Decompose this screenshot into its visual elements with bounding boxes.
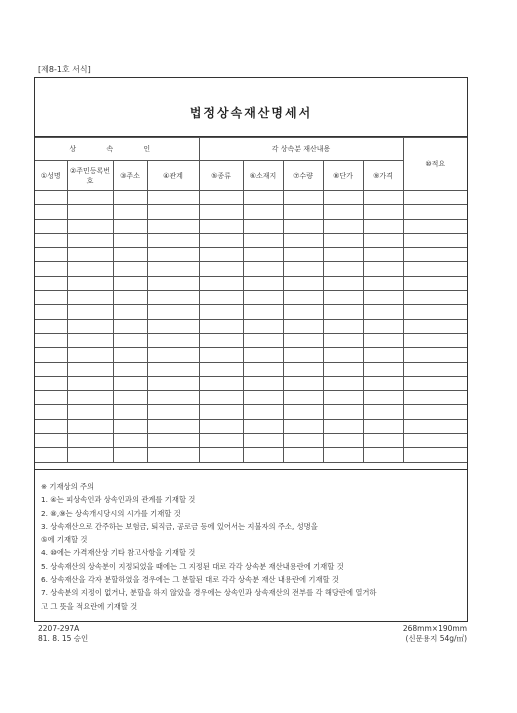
table-cell[interactable] <box>147 362 199 376</box>
table-cell[interactable] <box>113 419 147 433</box>
table-cell[interactable] <box>199 448 243 462</box>
table-cell[interactable] <box>403 262 467 276</box>
table-cell[interactable] <box>323 233 363 247</box>
table-cell[interactable] <box>147 376 199 390</box>
table-row <box>35 405 467 419</box>
table-cell[interactable] <box>243 333 283 347</box>
table-cell[interactable] <box>403 205 467 219</box>
table-cell[interactable] <box>113 191 147 205</box>
table-cell[interactable] <box>199 205 243 219</box>
table-cell[interactable] <box>363 434 403 448</box>
table-cell[interactable] <box>403 233 467 247</box>
footer-right <box>403 624 467 644</box>
table-cell[interactable] <box>147 233 199 247</box>
table-cell[interactable] <box>113 362 147 376</box>
table-cell[interactable] <box>283 191 323 205</box>
table-cell[interactable] <box>403 219 467 233</box>
table-cell[interactable] <box>67 419 113 433</box>
table-cell[interactable] <box>323 305 363 319</box>
table-cell[interactable] <box>283 319 323 333</box>
table-cell[interactable] <box>199 391 243 405</box>
table-cell[interactable] <box>113 205 147 219</box>
table-cell[interactable] <box>363 419 403 433</box>
table-cell[interactable] <box>199 291 243 305</box>
col-header-price: ⑨가격 <box>363 161 403 191</box>
table-cell[interactable] <box>35 191 67 205</box>
table-cell[interactable] <box>147 333 199 347</box>
table-cell[interactable] <box>113 448 147 462</box>
table-cell[interactable] <box>35 319 67 333</box>
table-cell[interactable] <box>243 434 283 448</box>
note-item: 4. ⑩에는 가격재산상 기타 참고사항을 기재할 것 <box>41 548 196 558</box>
note-item: 1. ④는 피상속인과 상속인과의 관계를 기재할 것 <box>41 495 196 505</box>
table-row <box>35 191 467 205</box>
table-row <box>35 276 467 290</box>
table-cell[interactable] <box>113 276 147 290</box>
table-cell[interactable] <box>283 276 323 290</box>
table-cell[interactable] <box>113 391 147 405</box>
table-row <box>35 419 467 433</box>
table-row <box>35 205 467 219</box>
table-cell[interactable] <box>35 419 67 433</box>
table-cell[interactable] <box>283 362 323 376</box>
table-cell[interactable] <box>403 276 467 290</box>
table-cell[interactable] <box>67 405 113 419</box>
table-cell[interactable] <box>67 205 113 219</box>
table-cell[interactable] <box>199 376 243 390</box>
inheritance-table <box>35 137 467 463</box>
table-cell[interactable] <box>283 291 323 305</box>
paper-type: (신문용지 54g/㎡) <box>405 634 467 643</box>
heir-group-header: 상 속 인 <box>35 138 199 161</box>
table-cell[interactable] <box>403 291 467 305</box>
table-row <box>35 448 467 462</box>
table-cell[interactable] <box>35 448 67 462</box>
table-cell[interactable] <box>323 191 363 205</box>
table-cell[interactable] <box>243 448 283 462</box>
table-row <box>35 319 467 333</box>
table-cell[interactable] <box>67 319 113 333</box>
table-cell[interactable] <box>283 448 323 462</box>
table-cell[interactable] <box>243 248 283 262</box>
table-cell[interactable] <box>35 291 67 305</box>
table-cell[interactable] <box>323 376 363 390</box>
table-cell[interactable] <box>113 305 147 319</box>
table-cell[interactable] <box>67 291 113 305</box>
form-number: [제8-1호 서식] <box>38 65 91 74</box>
table-cell[interactable] <box>35 333 67 347</box>
table-cell[interactable] <box>403 319 467 333</box>
table-cell[interactable] <box>113 262 147 276</box>
table-cell[interactable] <box>283 405 323 419</box>
table-cell[interactable] <box>147 391 199 405</box>
col-header-type: ⑤종류 <box>199 161 243 191</box>
table-cell[interactable] <box>363 448 403 462</box>
table-cell[interactable] <box>35 405 67 419</box>
table-cell[interactable] <box>199 348 243 362</box>
table-cell[interactable] <box>199 305 243 319</box>
table-cell[interactable] <box>199 434 243 448</box>
table-cell[interactable] <box>243 305 283 319</box>
table-cell[interactable] <box>113 291 147 305</box>
table-cell[interactable] <box>323 262 363 276</box>
remarks-header: ⑩적요 <box>403 138 467 191</box>
table-cell[interactable] <box>323 405 363 419</box>
table-cell[interactable] <box>35 233 67 247</box>
note-item: 2. ⑧,⑨는 상속개시당시의 시가를 기재할 것 <box>41 508 181 518</box>
table-cell[interactable] <box>363 333 403 347</box>
table-cell[interactable] <box>113 376 147 390</box>
table-row <box>35 305 467 319</box>
table-cell[interactable] <box>243 262 283 276</box>
table-cell[interactable] <box>403 405 467 419</box>
table-cell[interactable] <box>363 305 403 319</box>
table-cell[interactable] <box>67 262 113 276</box>
table-cell[interactable] <box>147 305 199 319</box>
note-item: 6. 상속재산을 각자 분할하였을 경우에는 그 분할된 대로 각각 상속분 재산 내용란에 기재할 것 <box>41 575 339 585</box>
table-cell[interactable] <box>363 262 403 276</box>
table-row <box>35 262 467 276</box>
table-cell[interactable] <box>35 248 67 262</box>
table-cell[interactable] <box>199 319 243 333</box>
table-cell[interactable] <box>283 262 323 276</box>
table-cell[interactable] <box>113 248 147 262</box>
table-cell[interactable] <box>283 205 323 219</box>
table-cell[interactable] <box>35 262 67 276</box>
table-row <box>35 376 467 390</box>
table-cell[interactable] <box>67 219 113 233</box>
form-code: 2207-297A <box>38 624 80 633</box>
col-header-address: ③주소 <box>113 161 147 191</box>
approval-date: 81. 8. 15 승인 <box>38 634 89 643</box>
table-cell[interactable] <box>199 219 243 233</box>
table-cell[interactable] <box>283 305 323 319</box>
table-cell[interactable] <box>147 405 199 419</box>
table-row <box>35 362 467 376</box>
table-cell[interactable] <box>243 291 283 305</box>
table-cell[interactable] <box>35 305 67 319</box>
table-cell[interactable] <box>243 205 283 219</box>
table-cell[interactable] <box>147 219 199 233</box>
table-cell[interactable] <box>243 276 283 290</box>
table-cell[interactable] <box>243 319 283 333</box>
table-cell[interactable] <box>199 333 243 347</box>
table-cell[interactable] <box>403 191 467 205</box>
table-cell[interactable] <box>199 419 243 433</box>
table-cell[interactable] <box>403 305 467 319</box>
table-cell[interactable] <box>67 376 113 390</box>
footer-left <box>38 624 88 644</box>
table-cell[interactable] <box>147 248 199 262</box>
col-header-quantity: ⑦수량 <box>283 161 323 191</box>
table-cell[interactable] <box>243 419 283 433</box>
table-cell[interactable] <box>283 376 323 390</box>
table-cell[interactable] <box>363 376 403 390</box>
table-cell[interactable] <box>67 448 113 462</box>
table-cell[interactable] <box>35 362 67 376</box>
note-item: 5. 상속재산의 상속분이 지정되었을 때에는 그 지정된 대로 각각 상속분 재산내용란에 기재할 것 <box>41 561 344 571</box>
table-cell[interactable] <box>323 434 363 448</box>
table-cell[interactable] <box>403 362 467 376</box>
table-cell[interactable] <box>199 248 243 262</box>
table-cell[interactable] <box>323 362 363 376</box>
table-cell[interactable] <box>147 434 199 448</box>
table-cell[interactable] <box>199 276 243 290</box>
table-cell[interactable] <box>243 233 283 247</box>
table-cell[interactable] <box>243 191 283 205</box>
table-cell[interactable] <box>243 362 283 376</box>
table-cell[interactable] <box>403 248 467 262</box>
table-cell[interactable] <box>283 248 323 262</box>
table-cell[interactable] <box>113 233 147 247</box>
note-item: ⑤에 기재할 것 <box>41 535 88 545</box>
table-cell[interactable] <box>403 391 467 405</box>
note-item: 3. 상속재산으로 간주하는 보험금, 퇴직금, 공로금 등에 있어서는 지불자의 주소, 성명을 <box>41 521 318 531</box>
col-header-name: ①성명 <box>35 161 67 191</box>
note-item: 7. 상속분의 지정이 없거나, 분할을 하지 않았을 경우에는 상속인과 상속재산의 전부를 각 해당란에 열거하 <box>41 588 377 598</box>
table-cell[interactable] <box>323 219 363 233</box>
table-cell[interactable] <box>323 205 363 219</box>
table-cell[interactable] <box>283 333 323 347</box>
col-header-resident-number: ②주민등록번호 <box>67 161 113 191</box>
table-cell[interactable] <box>363 233 403 247</box>
col-header-unit-price: ⑧단가 <box>323 161 363 191</box>
table-cell[interactable] <box>199 262 243 276</box>
table-cell[interactable] <box>67 362 113 376</box>
note-item: 고 그 뜻을 적요란에 기재할 것 <box>41 601 138 611</box>
table-row <box>35 391 467 405</box>
table-cell[interactable] <box>323 276 363 290</box>
table-cell[interactable] <box>147 191 199 205</box>
table-cell[interactable] <box>199 191 243 205</box>
table-cell[interactable] <box>113 319 147 333</box>
table-cell[interactable] <box>283 233 323 247</box>
table-cell[interactable] <box>35 219 67 233</box>
table-cell[interactable] <box>67 348 113 362</box>
table-cell[interactable] <box>35 434 67 448</box>
table-cell[interactable] <box>67 276 113 290</box>
table-cell[interactable] <box>283 219 323 233</box>
table-row <box>35 291 467 305</box>
table-cell[interactable] <box>323 391 363 405</box>
table-cell[interactable] <box>283 391 323 405</box>
table-cell[interactable] <box>199 362 243 376</box>
page-title: 법정상속재산명세서 <box>189 106 313 120</box>
table-cell[interactable] <box>147 262 199 276</box>
property-group-header: 각 상속분 재산내용 <box>199 138 403 161</box>
notes-section <box>35 469 467 623</box>
table-body <box>35 191 467 463</box>
table-cell[interactable] <box>35 276 67 290</box>
table-cell[interactable] <box>199 233 243 247</box>
table-cell[interactable] <box>403 419 467 433</box>
table-cell[interactable] <box>323 348 363 362</box>
table-row <box>35 333 467 347</box>
table-cell[interactable] <box>67 233 113 247</box>
table-cell[interactable] <box>363 291 403 305</box>
table-cell[interactable] <box>243 219 283 233</box>
table-cell[interactable] <box>363 205 403 219</box>
table-cell[interactable] <box>243 391 283 405</box>
table-cell[interactable] <box>403 348 467 362</box>
table-cell[interactable] <box>363 391 403 405</box>
col-header-location: ⑥소재지 <box>243 161 283 191</box>
table-cell[interactable] <box>363 319 403 333</box>
table-cell[interactable] <box>403 376 467 390</box>
table-cell[interactable] <box>35 376 67 390</box>
table-cell[interactable] <box>147 276 199 290</box>
table-cell[interactable] <box>363 219 403 233</box>
table-cell[interactable] <box>363 348 403 362</box>
table-cell[interactable] <box>243 405 283 419</box>
table-cell[interactable] <box>35 348 67 362</box>
table-cell[interactable] <box>323 333 363 347</box>
table-cell[interactable] <box>113 348 147 362</box>
table-cell[interactable] <box>403 448 467 462</box>
table-row <box>35 434 467 448</box>
table-cell[interactable] <box>67 305 113 319</box>
table-cell[interactable] <box>283 348 323 362</box>
table-cell[interactable] <box>323 248 363 262</box>
table-cell[interactable] <box>363 405 403 419</box>
table-cell[interactable] <box>283 434 323 448</box>
table-row <box>35 233 467 247</box>
table-cell[interactable] <box>35 205 67 219</box>
table-cell[interactable] <box>243 348 283 362</box>
table-cell[interactable] <box>199 405 243 419</box>
table-cell[interactable] <box>363 248 403 262</box>
table-cell[interactable] <box>403 434 467 448</box>
table-cell[interactable] <box>147 205 199 219</box>
table-cell[interactable] <box>147 448 199 462</box>
table-cell[interactable] <box>113 333 147 347</box>
form-frame <box>34 77 468 622</box>
table-cell[interactable] <box>113 405 147 419</box>
table-row <box>35 348 467 362</box>
table-cell[interactable] <box>113 434 147 448</box>
table-cell[interactable] <box>147 319 199 333</box>
table-cell[interactable] <box>323 448 363 462</box>
table-cell[interactable] <box>67 434 113 448</box>
table-cell[interactable] <box>323 419 363 433</box>
table-cell[interactable] <box>243 376 283 390</box>
col-header-relation: ④관계 <box>147 161 199 191</box>
notes-heading: ※ 기재상의 주의 <box>41 482 95 491</box>
table-cell[interactable] <box>147 348 199 362</box>
table-cell[interactable] <box>323 291 363 305</box>
table-cell[interactable] <box>147 291 199 305</box>
table-cell[interactable] <box>363 276 403 290</box>
table-cell[interactable] <box>283 419 323 433</box>
table-cell[interactable] <box>147 419 199 433</box>
table-cell[interactable] <box>403 333 467 347</box>
table-cell[interactable] <box>363 362 403 376</box>
table-cell[interactable] <box>113 219 147 233</box>
table-cell[interactable] <box>67 391 113 405</box>
table-cell[interactable] <box>67 191 113 205</box>
table-row <box>35 219 467 233</box>
title-box <box>35 78 467 137</box>
table-cell[interactable] <box>35 391 67 405</box>
paper-size: 268mm×190mm <box>402 624 467 633</box>
table-cell[interactable] <box>67 333 113 347</box>
table-cell[interactable] <box>363 191 403 205</box>
table-cell[interactable] <box>323 319 363 333</box>
table-row <box>35 248 467 262</box>
table-cell[interactable] <box>67 248 113 262</box>
